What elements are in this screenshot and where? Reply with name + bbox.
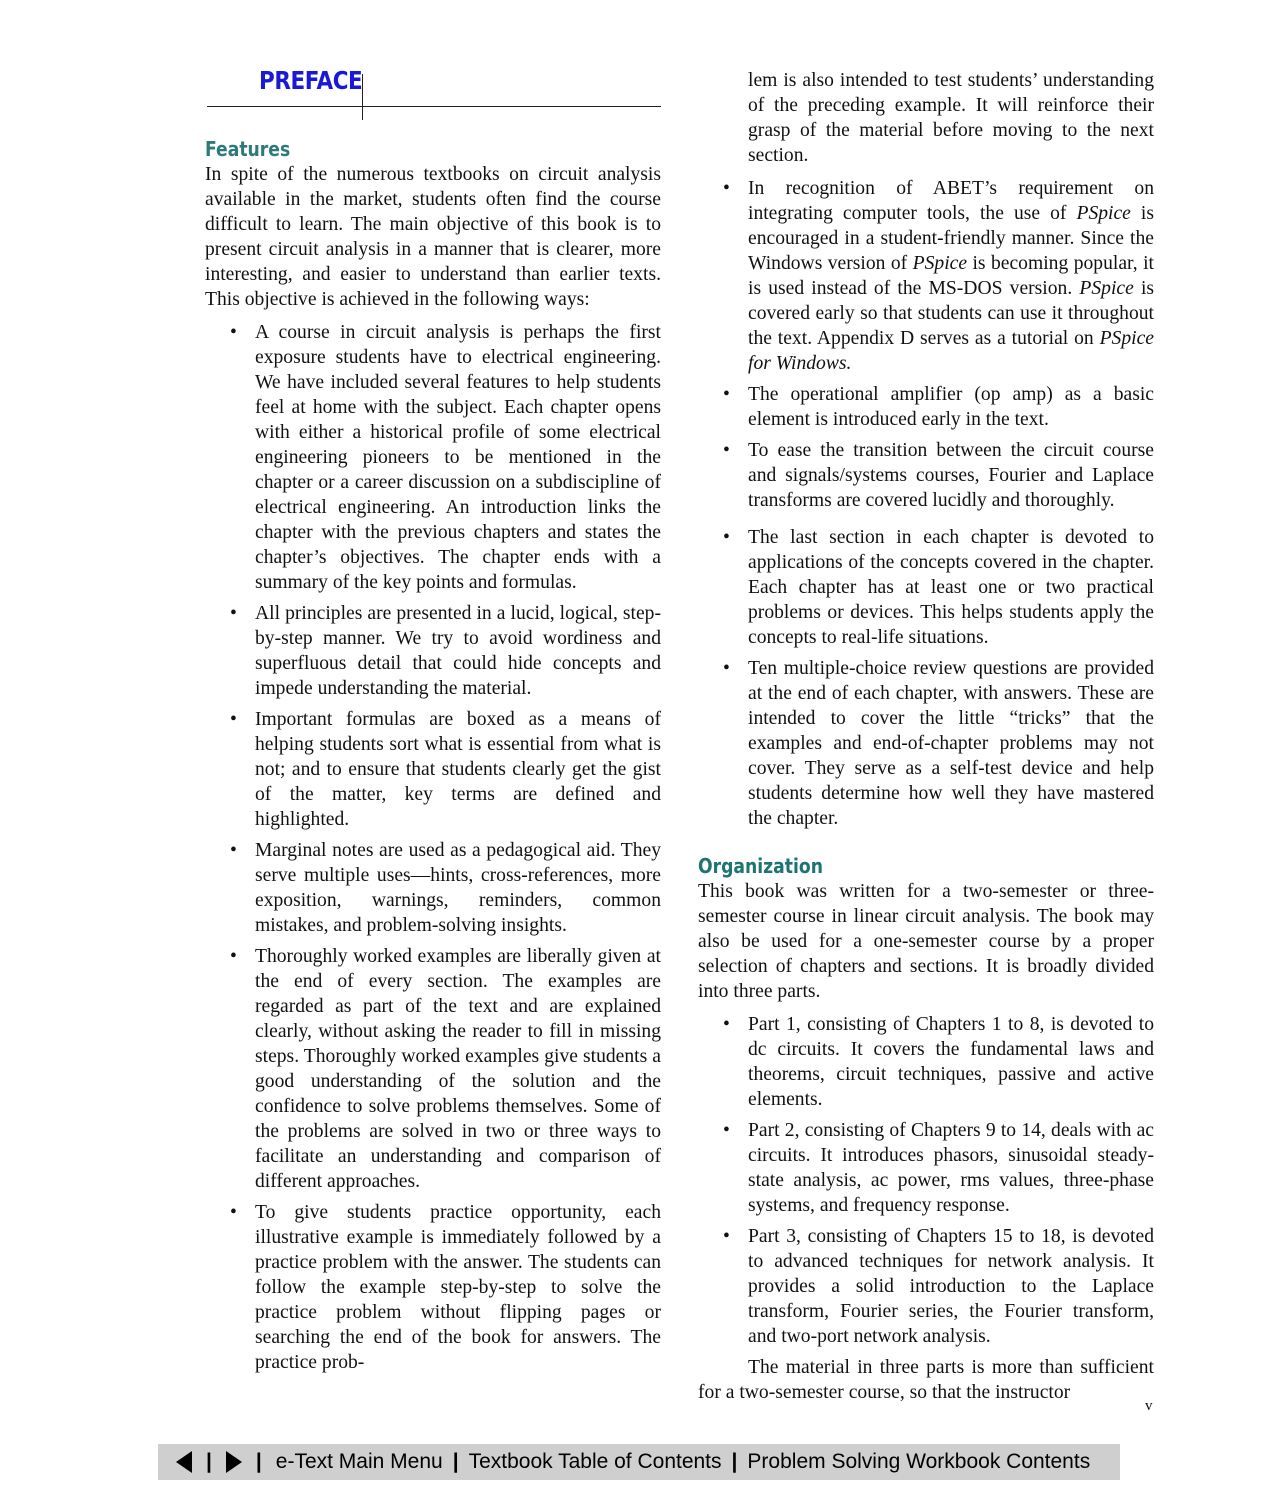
text: is becoming popular, it is used instead of the MS-DOS version.	[748, 253, 1154, 299]
organization-closing: The material in three parts is more than sufficient for a two-semester course, so that the instructor	[698, 1357, 1154, 1403]
list-item: • A course in circuit analysis is perhaps the first exposure students have to electrical engineering. We have included several features to help students feel at home with the subject. Each chapter opens with either a historical profile of some electrical engineering pioneers to be mentioned in the chapter or a career discussion on a subdiscipline of electrical engineering. An introduction links the chapter with the previous chapters and states the chapter’s objectives. The chapter ends with a summary of the key points and formulas.	[255, 320, 661, 595]
preface-header	[205, 68, 661, 130]
pspice-term: PSpice	[1079, 278, 1134, 299]
list-item: • The last section in each chapter is devoted to applications of the concepts covered in the chapter. Each chapter has at least one or two practical problems or devices. This helps students apply the concepts to real-life situations.	[748, 525, 1154, 650]
features-list	[205, 320, 661, 1375]
left-column	[205, 68, 661, 1381]
main-menu-link[interactable]: e-Text Main Menu	[275, 1450, 443, 1473]
list-item: • Ten multiple-choice review questions are provided at the end of each chapter, with answers. These are intended to cover the little “tricks” that the examples and end-of-chapter problems may not cover. They serve as a self-test device and help students determine how well they have mastered the chapter.	[748, 656, 1154, 831]
title-rule-vertical	[362, 74, 363, 120]
list-item: • All principles are presented in a lucid, logical, step-by-step manner. We try to avoid wordiness and superfluous detail that could hide concepts and impede understanding the material.	[255, 601, 661, 701]
page-title: PREFACE	[259, 66, 363, 95]
list-item: • Part 1, consisting of Chapters 1 to 8, is devoted to dc circuits. It covers the fundamental laws and theorems, circuit techniques, passive and active elements.	[748, 1012, 1154, 1112]
features-heading: Features	[205, 137, 291, 161]
title-rule-horizontal	[207, 106, 661, 107]
table-of-contents-link[interactable]: Textbook Table of Contents	[468, 1450, 722, 1473]
pspice-term: PSpice	[1076, 203, 1131, 224]
pspice-term: PSpice	[912, 253, 968, 274]
navigation-bar	[158, 1444, 1120, 1480]
separator: |	[731, 1450, 738, 1473]
text: In recognition of ABET’s requirement on integrating computer tools, the use of	[748, 178, 1154, 224]
list-item: • Thoroughly worked examples are liberally given at the end of every section. The examples are regarded as part of the text and are explained clearly, without asking the reader to fill in missing steps. Thoroughly worked examples give students a good understanding of the solution and the confidence to solve problems themselves. Some of the problems are solved in two or three ways to facilitate an understanding and comparison of different approaches.	[255, 944, 661, 1194]
bullet-continuation: lem is also intended to test students’ understanding of the preceding example. It will reinforce their grasp of the material before moving to the next section.	[748, 70, 1154, 166]
pspice-windows-term: PSpice for Windows.	[748, 328, 1154, 374]
separator: |	[255, 1450, 262, 1473]
list-item: • To ease the transition between the circuit course and signals/systems courses, Fourier and Laplace transforms are covered lucidly and thoroughly.	[748, 438, 1154, 513]
text: is covered early so that students can use it throughout the text. Appendix D serves as a tutorial on	[748, 278, 1155, 349]
triangle-left-icon[interactable]	[176, 1451, 192, 1473]
list-item: • Marginal notes are used as a pedagogical aid. They serve multiple uses—hints, cross-references, more exposition, warnings, reminders, common mistakes, and problem-solving insights.	[255, 838, 661, 938]
list-item: • To give students practice opportunity, each illustrative example is immediately followed by a practice problem with the answer. The students can follow the example step-by-step to solve the practice problem without flipping pages or searching the end of the book for answers. The practice prob-	[255, 1200, 661, 1375]
features-list-continued	[698, 176, 1154, 831]
list-item: • Important formulas are boxed as a means of helping students sort what is essential from what is not; and to ensure that students clearly get the gist of the matter, key terms are defined and highlighted.	[255, 707, 661, 832]
list-item: • Part 2, consisting of Chapters 9 to 14, deals with ac circuits. It introduces phasors, sinusoidal steady-state analysis, ac power, rms values, three-phase systems, and frequency response.	[748, 1118, 1154, 1218]
organization-intro: This book was written for a two-semester or three-semester course in linear circuit analysis. The book may also be used for a one-semester course by a proper selection of chapters and sections. It is broadly divided into three parts.	[698, 881, 1154, 1002]
list-item-pspice	[748, 176, 1154, 376]
separator: |	[452, 1450, 459, 1473]
list-item: • Part 3, consisting of Chapters 15 to 18, is devoted to advanced techniques for network analysis. It provides a solid introduction to the Laplace transform, Fourier series, the Fourier transform, and two-port network analysis.	[748, 1224, 1154, 1349]
page-number: v	[1145, 1398, 1153, 1414]
separator: |	[206, 1450, 212, 1473]
right-column	[698, 68, 1154, 1405]
organization-heading: Organization	[698, 854, 823, 878]
list-item: • The operational amplifier (op amp) as a basic element is introduced early in the text.	[748, 382, 1154, 432]
text: is encouraged in a student-friendly manner. Since the Windows version of	[748, 203, 1154, 274]
workbook-contents-link[interactable]: Problem Solving Workbook Contents	[747, 1450, 1091, 1473]
triangle-right-icon[interactable]	[226, 1451, 242, 1473]
organization-list	[698, 1012, 1154, 1349]
features-intro: In spite of the numerous textbooks on circuit analysis available in the market, students often find the course difficult to learn. The main objective of this book is to present circuit analysis in a manner that is clearer, more interesting, and easier to understand than earlier texts. This objective is achieved in the following ways:	[205, 164, 661, 310]
